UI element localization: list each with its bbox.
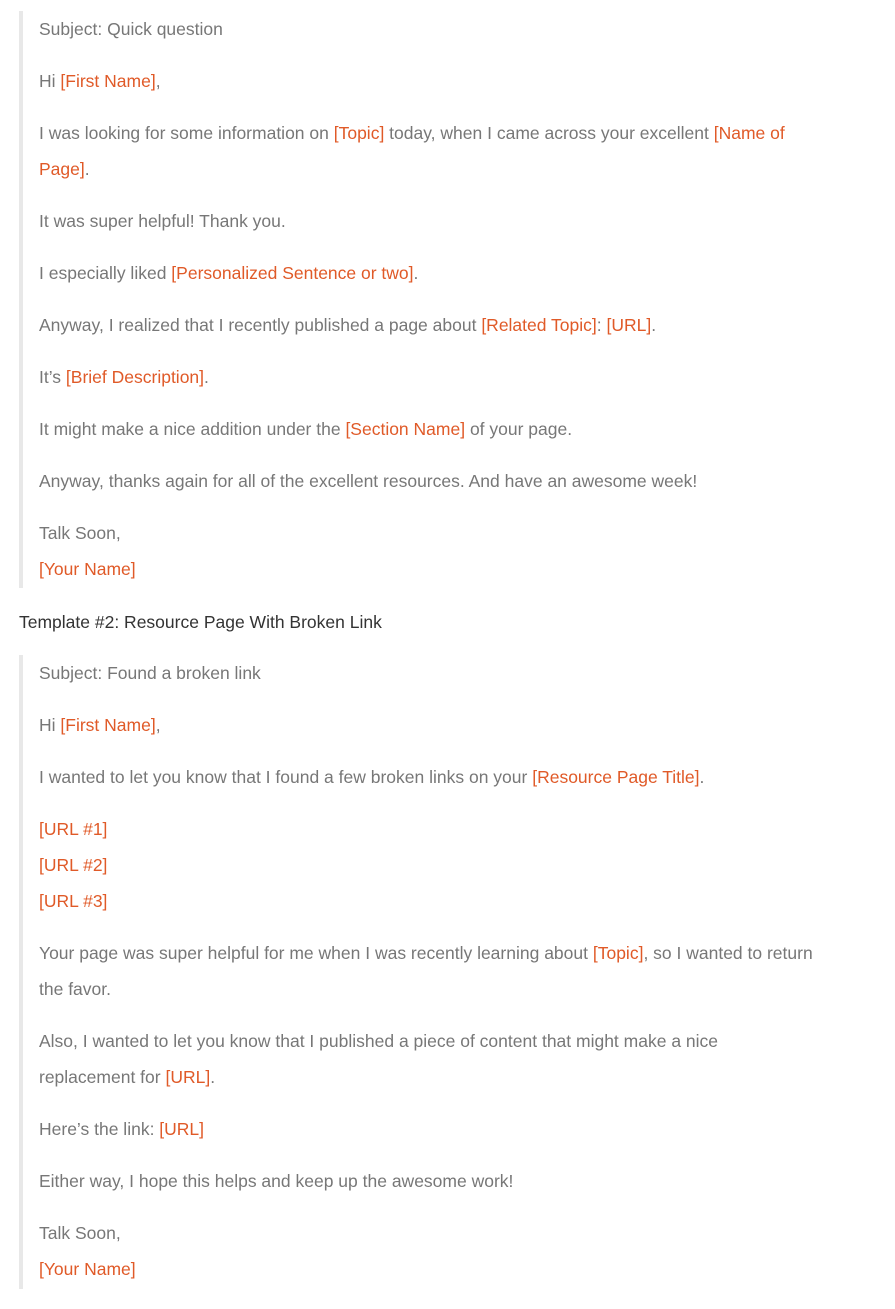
template1-paragraph-1 [39, 115, 819, 187]
template1-paragraph-4 [39, 307, 819, 343]
text-segment: Anyway, I realized that I recently published a page about [39, 315, 482, 335]
text-segment: I was looking for some information on [39, 123, 334, 143]
template-2-heading: Template #2: Resource Page With Broken Link [19, 612, 382, 632]
text-segment: . [204, 367, 209, 387]
text-segment: Here’s the link: [39, 1119, 160, 1139]
template1-greeting [39, 63, 819, 99]
text-segment: , so I wanted to return the favor. [39, 943, 813, 999]
text-segment: Also, I wanted to let you know that I published a piece of content that might make a nice replacement for [39, 1031, 719, 1087]
template1-paragraph-2: It was super helpful! Thank you. [39, 211, 286, 231]
placeholder-url-1: [URL #1] [39, 819, 108, 839]
greeting-text: Hi [39, 715, 61, 735]
template1-subject: Subject: Quick question [39, 19, 223, 39]
placeholder-section-name: [Section Name] [345, 419, 466, 439]
template2-paragraph-4 [39, 1111, 819, 1147]
text-segment: . [699, 767, 705, 787]
greeting-punct: , [155, 71, 161, 91]
text-segment: It’s [39, 367, 66, 387]
template1-paragraph-7: Anyway, thanks again for all of the excellent resources. And have an awesome week! [39, 471, 698, 491]
signoff: Talk Soon, [39, 1223, 121, 1243]
template2-paragraph-3 [39, 1023, 819, 1095]
text-segment: I wanted to let you know that I found a few broken links on your [39, 767, 533, 787]
text-segment: . [210, 1067, 216, 1087]
placeholder-url: [URL] [606, 315, 652, 335]
text-segment: . [651, 315, 657, 335]
text-segment: . [413, 263, 419, 283]
placeholder-resource-page-title: [Resource Page Title] [532, 767, 700, 787]
email-template-2 [19, 655, 819, 1289]
placeholder-related-topic: [Related Topic] [481, 315, 597, 335]
placeholder-first-name: [First Name] [60, 71, 156, 91]
text-segment: I especially liked [39, 263, 172, 283]
text-segment: It might make a nice addition under the [39, 419, 346, 439]
placeholder-url: [URL] [159, 1119, 205, 1139]
template2-subject: Subject: Found a broken link [39, 663, 261, 683]
placeholder-url-3: [URL #3] [39, 891, 108, 911]
template1-signature [39, 515, 819, 587]
template2-greeting [39, 707, 819, 743]
placeholder-first-name: [First Name] [60, 715, 156, 735]
template2-paragraph-2 [39, 935, 819, 1007]
email-template-1 [19, 11, 819, 588]
placeholder-your-name: [Your Name] [39, 1259, 136, 1279]
placeholder-url: [URL] [165, 1067, 211, 1087]
template2-signature [39, 1215, 819, 1287]
greeting-text: Hi [39, 71, 61, 91]
signoff: Talk Soon, [39, 523, 121, 543]
placeholder-topic: [Topic] [333, 123, 385, 143]
text-segment: . [84, 159, 90, 179]
template1-paragraph-3 [39, 255, 819, 291]
text-segment: today, when I came across your excellent [384, 123, 714, 143]
placeholder-name-of-page: [Name of Page] [39, 123, 785, 179]
placeholder-personalized-sentence: [Personalized Sentence or two] [171, 263, 414, 283]
template1-paragraph-5 [39, 359, 819, 395]
placeholder-topic: [Topic] [592, 943, 644, 963]
greeting-punct: , [155, 715, 161, 735]
template2-paragraph-1 [39, 759, 819, 795]
template1-paragraph-6 [39, 411, 819, 447]
template2-paragraph-5: Either way, I hope this helps and keep up the awesome work! [39, 1171, 514, 1191]
text-segment: Your page was super helpful for me when I was recently learning about [39, 943, 593, 963]
placeholder-url-2: [URL #2] [39, 855, 108, 875]
text-segment: : [596, 315, 607, 335]
placeholder-brief-description: [Brief Description] [65, 367, 205, 387]
text-segment: of your page. [465, 419, 573, 439]
placeholder-your-name: [Your Name] [39, 559, 136, 579]
template2-url-list [39, 811, 819, 919]
